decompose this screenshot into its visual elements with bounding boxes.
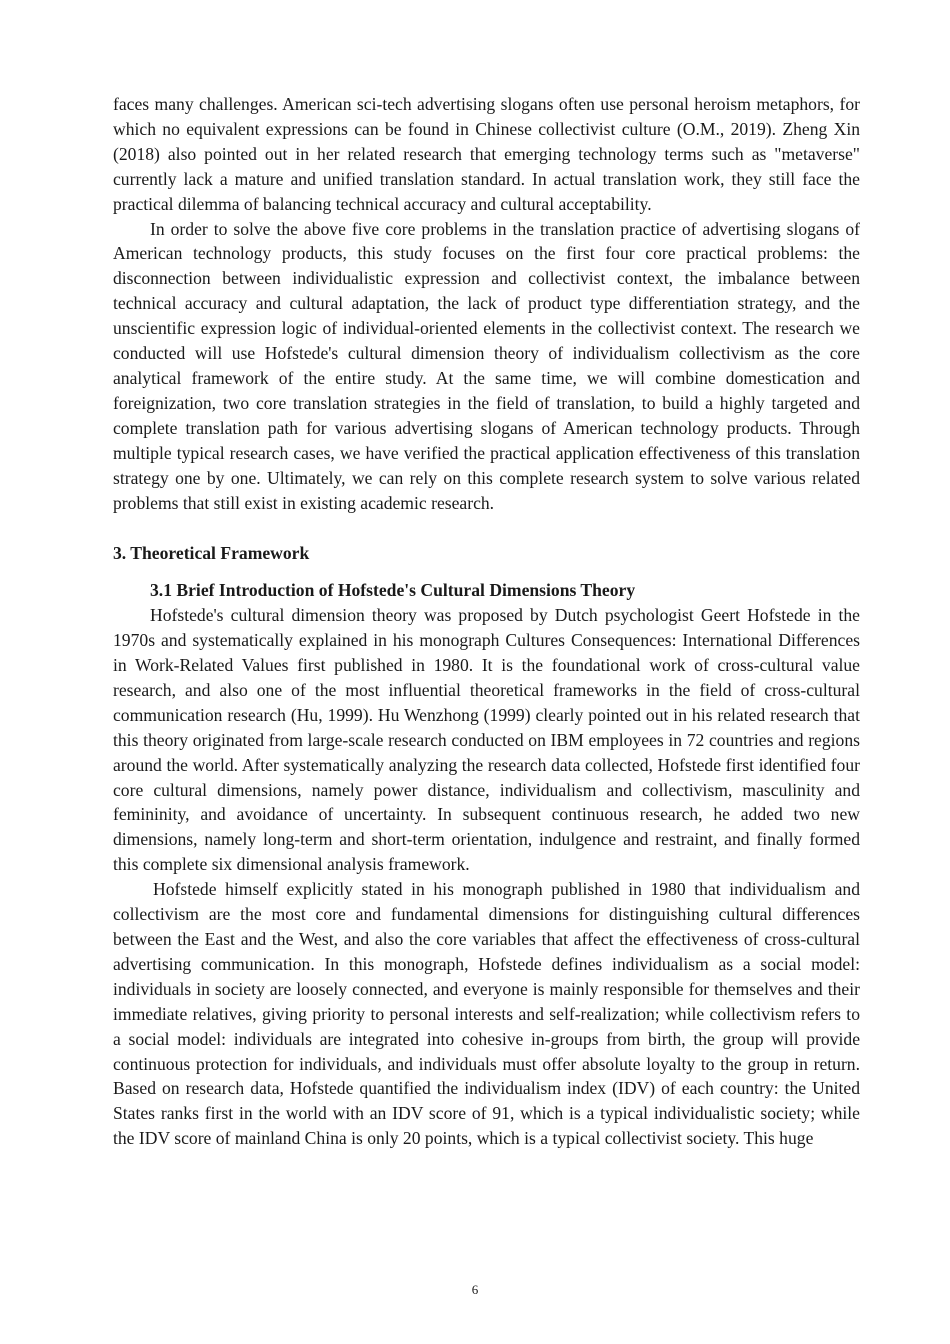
section-heading-theoretical-framework: 3. Theoretical Framework bbox=[113, 543, 310, 564]
paragraph-continued: faces many challenges. American sci-tech advertising slogans often use personal heroism metaphors, for which no equivalent expressions can be found in Chinese collectivist culture (O.M., 2019). Zheng Xin (2018) also pointed out in her related research that emerging technology terms such as "metaverse" currently lack a mature and unified translation standard. In actual translation work, they still face the practical dilemma of balancing technical accuracy and cultural acceptability. bbox=[113, 94, 860, 214]
paragraph-research-focus: In order to solve the above five core problems in the translation practice of advertising slogans of American technology products, this study focuses on the first four core practical problems: the disconnection between individualistic expression and collectivist context, the imbalance between technical accuracy and cultural adaptation, the lack of product type differentiation strategy, and the unscientific expression logic of individual-oriented elements in the collectivist context. The research we conducted will use Hofstede's cultural dimension theory of individualism collectivism as the core analytical framework of the entire study. At the same time, we will combine domestication and foreignization, two core translation strategies in the field of translation, to build a highly targeted and complete translation path for various advertising slogans of American technology products. Through multiple typical research cases, we have verified the practical application effectiveness of this translation strategy one by one. Ultimately, we can rely on this complete research system to solve various related problems that still exist in existing academic research. bbox=[113, 218, 860, 513]
subsection-heading-hofstede: 3.1 Brief Introduction of Hofstede's Cultural Dimensions Theory bbox=[150, 580, 636, 601]
paragraph-hofstede-theory: Hofstede's cultural dimension theory was proposed by Dutch psychologist Geert Hofstede in the 1970s and systematically explained in his monograph Cultures Consequences: International Differences in Work-Related Values first published in 1980. It is the foundational work of cross-cultural value research, and also one of the most influential theoretical frameworks in the field of cross-cultural communication research (Hu, 1999). Hu Wenzhong (1999) clearly pointed out in his related research that this theory originated from large-scale research conducted on IBM employees in 72 countries and regions around the world. After systematically analyzing the research data collected, Hofstede first identified four core cultural dimensions, namely power distance, individualism and collectivism, masculinity and femininity, and avoidance of uncertainty. In subsequent continuous research, he added two new dimensions, namely long-term and short-term orientation, indulgence and restraint, and finally formed this complete six dimensional analysis framework. bbox=[113, 605, 860, 875]
page-body bbox=[113, 92, 860, 1151]
paragraph-individualism-collectivism: Hofstede himself explicitly stated in his monograph published in 1980 that individualism and collectivism are the most core and fundamental dimensions for distinguishing cultural differences between the East and the West, and also the core variables that affect the effectiveness of cross-cultural advertising communication. In this monograph, Hofstede defines individualism as a social model: individuals in society are loosely connected, and everyone is mainly responsible for themselves and their immediate relatives, giving priority to personal interests and self-realization; while collectivism refers to a social model: individuals are integrated into cohesive in-groups from birth, the group will provide continuous protection for individuals, and individuals must offer absolute loyalty to the group in return. Based on research data, Hofstede quantified the individualism index (IDV) of each country: the United States ranks first in the world with an IDV score of 91, which is a typical individualistic society; while the IDV score of mainland China is only 20 points, which is a typical collectivist society. This huge bbox=[113, 879, 860, 1149]
page-number: 6 bbox=[471, 1282, 479, 1297]
